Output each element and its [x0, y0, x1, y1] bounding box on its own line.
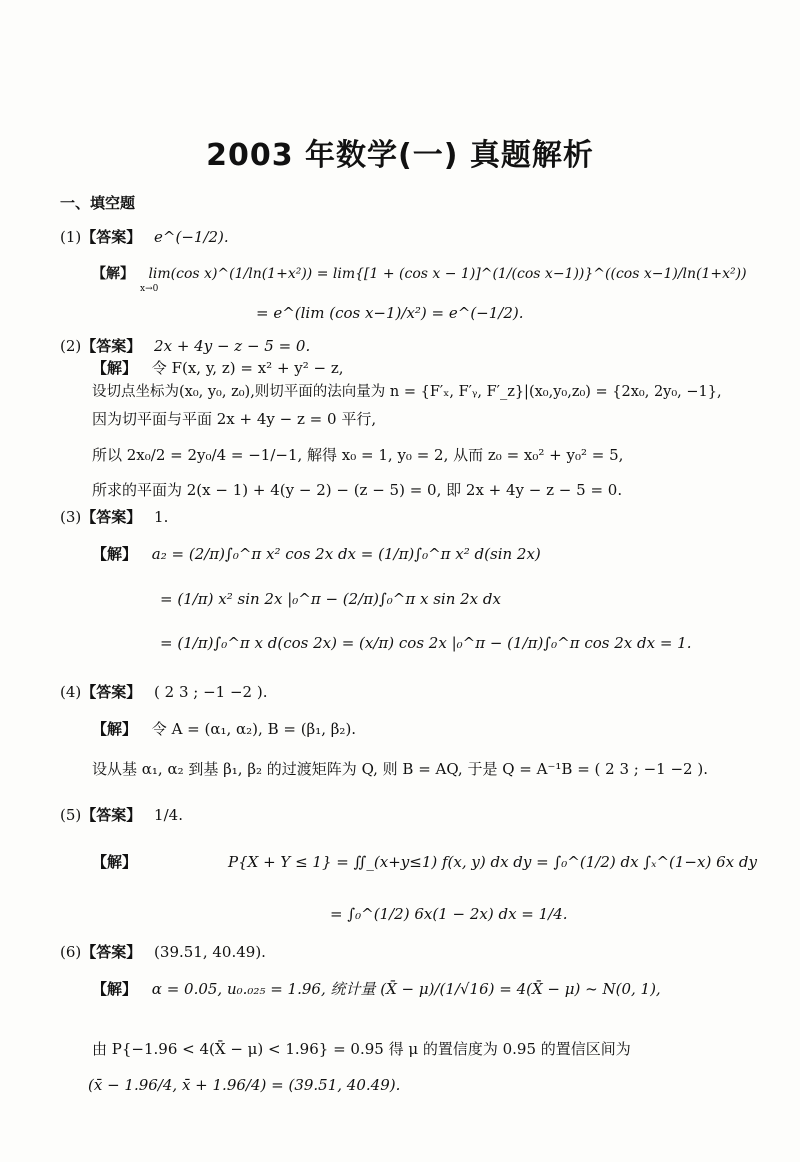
q6-answer: (39.51, 40.49).: [154, 943, 266, 961]
q2-solution-line-3: 因为切平面与平面 2x + 4y − z = 0 平行,: [92, 410, 377, 428]
q4-number: (4): [60, 683, 82, 701]
page-title: 2003 年数学(一) 真题解析: [206, 138, 594, 173]
q3-solution-line-1: 【解】 a₂ = (2/π)∫₀^π x² cos 2x dx = (1/π)∫₀^π x² d(sin 2x): [92, 545, 541, 563]
q2-solution-line-5: 所求的平面为 2(x − 1) + 4(y − 2) − (z − 5) = 0, 即 2x + 4y − z − 5 = 0.: [92, 481, 623, 499]
q4-answer: ( 2 3 ; −1 −2 ).: [154, 683, 268, 701]
section-heading: 一、填空题: [60, 194, 136, 212]
q5-answer-line: (5)【答案】 1/4.: [60, 806, 183, 824]
q4-solution-line-2: 设从基 α₁, α₂ 到基 β₁, β₂ 的过渡矩阵为 Q, 则 B = AQ, 于是 Q = A⁻¹B = ( 2 3 ; −1 −2 ).: [92, 760, 708, 778]
q5-solution-tag-line: 【解】: [92, 853, 138, 871]
q5-solution-line-1: P{X + Y ≤ 1} = ∬_(x+y≤1) f(x, y) dx dy = ∫₀^(1/2) dx ∫ₓ^(1−x) 6x dy: [228, 853, 757, 871]
q3-answer-line: (3)【答案】 1.: [60, 508, 169, 526]
q6-answer-line: (6)【答案】 (39.51, 40.49).: [60, 943, 266, 961]
q3-answer: 1.: [154, 508, 169, 526]
q3-solution-line-3: = (1/π)∫₀^π x d(cos 2x) = (x/π) cos 2x |₀^π − (1/π)∫₀^π cos 2x dx = 1.: [160, 634, 692, 652]
q4-solution-line-1: 【解】 令 A = (α₁, α₂), B = (β₁, β₂).: [92, 720, 357, 738]
q6-solution-line-1: 【解】 α = 0.05, u₀.₀₂₅ = 1.96, 统计量 (X̄ − μ)/(1/√16) = 4(X̄ − μ) ~ N(0, 1),: [92, 980, 661, 998]
q1-answer-line: [60, 228, 229, 246]
q1-solution-line-1: 【解】 lim(cos x)^(1/ln(1+x²)) = lim{[1 + (cos x − 1)]^(1/(cos x−1))}^((cos x−1)/ln(1+x²)): [92, 266, 747, 282]
q1-number: (1): [60, 228, 82, 246]
q2-number: (2): [60, 337, 82, 355]
q2-solution-line-1: 【解】 令 F(x, y, z) = x² + y² − z,: [92, 359, 344, 377]
q3-solution-line-2: = (1/π) x² sin 2x |₀^π − (2/π)∫₀^π x sin 2x dx: [160, 590, 501, 608]
q5-answer: 1/4.: [154, 806, 183, 824]
answer-tag: 【答案】: [81, 228, 142, 246]
q6-solution-line-2: 由 P{−1.96 < 4(X̄ − μ) < 1.96} = 0.95 得 μ 的置信度为 0.95 的置信区间为: [92, 1040, 631, 1058]
q5-number: (5): [60, 806, 82, 824]
q1-answer: e^(−1/2).: [154, 228, 229, 246]
q5-solution-line-2: = ∫₀^(1/2) 6x(1 − 2x) dx = 1/4.: [330, 905, 568, 923]
q6-solution-line-3: (x̄ − 1.96/4, x̄ + 1.96/4) = (39.51, 40.49).: [88, 1076, 401, 1094]
q2-answer: 2x + 4y − z − 5 = 0.: [154, 337, 311, 355]
q4-answer-line: (4)【答案】 ( 2 3 ; −1 −2 ).: [60, 683, 268, 701]
q2-solution-line-4: 所以 2x₀/2 = 2y₀/4 = −1/−1, 解得 x₀ = 1, y₀ = 2, 从而 z₀ = x₀² + y₀² = 5,: [92, 446, 624, 464]
solution-tag: 【解】: [92, 266, 134, 282]
q2-solution-line-2: 设切点坐标为(x₀, y₀, z₀),则切平面的法向量为 n = {F′ₓ, F′ᵧ, F′_z}|(x₀,y₀,z₀) = {2x₀, 2y₀, −1},: [92, 384, 722, 400]
q3-number: (3): [60, 508, 82, 526]
q1-limit-subscript: x→0: [140, 284, 159, 294]
q6-number: (6): [60, 943, 82, 961]
q1-solution-line-2: = e^(lim (cos x−1)/x²) = e^(−1/2).: [256, 304, 524, 322]
q2-answer-line: (2)【答案】 2x + 4y − z − 5 = 0.: [60, 337, 311, 355]
